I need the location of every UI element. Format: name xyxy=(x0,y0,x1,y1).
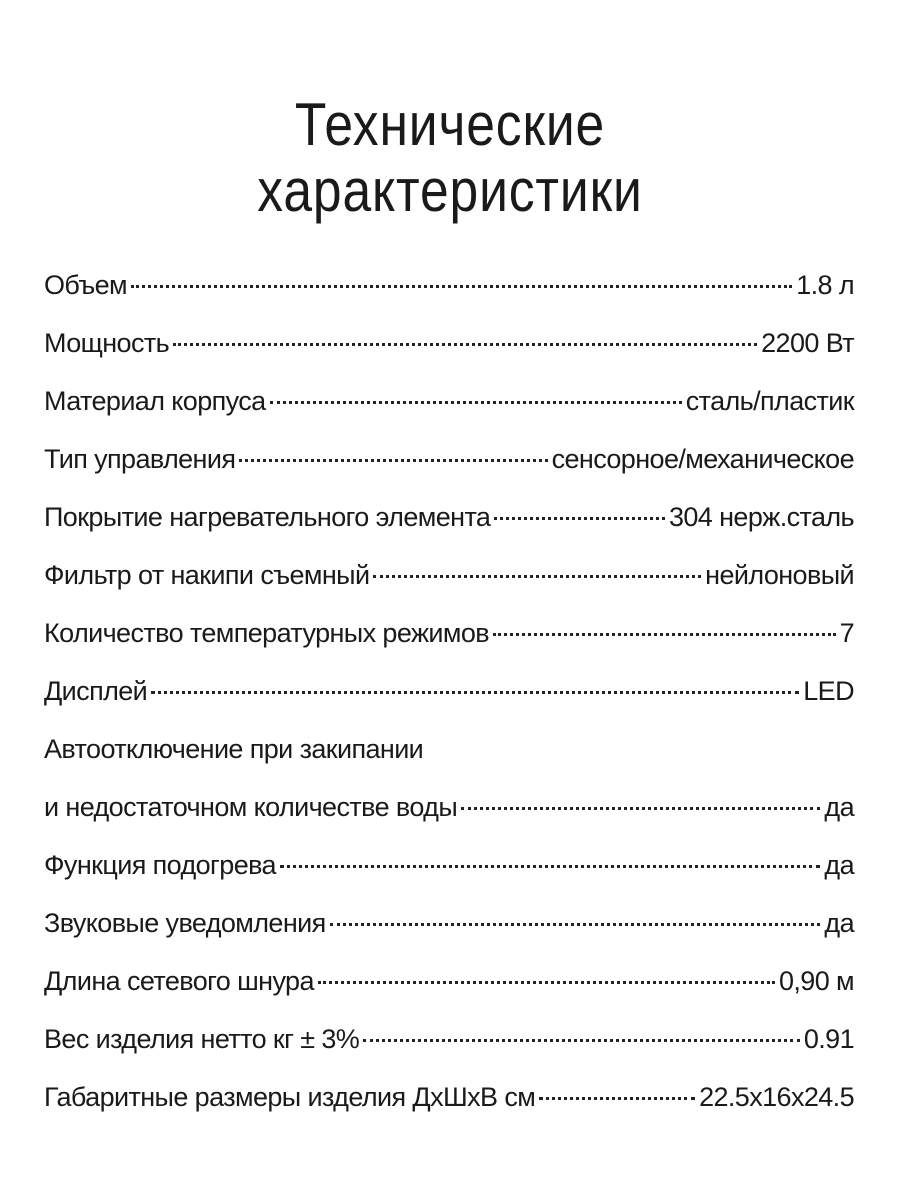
dot-leader xyxy=(363,1039,800,1042)
dot-leader xyxy=(373,575,701,578)
spec-value: да xyxy=(824,792,854,822)
spec-value: сенсорное/механическое xyxy=(551,444,854,474)
spec-label: Объем xyxy=(44,270,128,300)
spec-value: 1.8 л xyxy=(796,270,854,300)
spec-label: Габаритные размеры изделия ДхШхВ см xyxy=(44,1082,536,1112)
dot-leader xyxy=(280,865,820,868)
page-title xyxy=(63,92,837,224)
spec-row-dimensions xyxy=(44,1068,854,1126)
spec-row-sound-notifications xyxy=(44,894,854,952)
spec-label: и недостаточном количестве воды xyxy=(44,792,458,822)
dot-leader xyxy=(270,401,682,404)
spec-label: Количество температурных режимов xyxy=(44,618,490,648)
dot-leader xyxy=(173,343,757,346)
spec-label: Звуковые уведомления xyxy=(44,908,326,938)
spec-value: да xyxy=(824,850,854,880)
spec-value: 0.91 xyxy=(803,1024,854,1054)
spec-row-auto-off-line-2 xyxy=(44,778,854,836)
page-title-line-2: характеристики xyxy=(257,157,643,225)
spec-row-limescale-filter xyxy=(44,546,854,604)
spec-label: Фильтр от накипи съемный xyxy=(44,560,370,590)
dot-leader xyxy=(318,981,775,984)
spec-row-display xyxy=(44,662,854,720)
spec-row-heating-element xyxy=(44,488,854,546)
spec-value: 7 xyxy=(839,618,854,648)
spec-list xyxy=(44,256,854,1126)
spec-label: Тип управления xyxy=(44,444,236,474)
spec-row-body-material xyxy=(44,372,854,430)
spec-value: 0,90 м xyxy=(778,966,854,996)
dot-leader xyxy=(239,459,547,462)
spec-row-auto-off-line-1 xyxy=(44,720,854,778)
page-title-line-1: Технические xyxy=(294,91,606,159)
spec-value: 2200 Вт xyxy=(761,328,854,358)
dot-leader xyxy=(151,691,799,694)
spec-label: Мощность xyxy=(44,328,170,358)
spec-label: Вес изделия нетто кг ± 3% xyxy=(44,1024,360,1054)
spec-label: Покрытие нагревательного элемента xyxy=(44,502,491,532)
dot-leader xyxy=(494,517,665,520)
spec-row-temperature-modes xyxy=(44,604,854,662)
spec-value: LED xyxy=(803,676,854,706)
spec-label: Функция подогрева xyxy=(44,850,276,880)
spec-value: 304 нерж.сталь xyxy=(668,502,854,532)
spec-row-cord-length xyxy=(44,952,854,1010)
spec-row-volume xyxy=(44,256,854,314)
spec-label: Дисплей xyxy=(44,676,148,706)
spec-label: Длина сетевого шнура xyxy=(44,966,314,996)
spec-value: сталь/пластик xyxy=(685,386,854,416)
spec-label: Автоотключение при закипании xyxy=(44,734,424,764)
dot-leader xyxy=(493,633,836,636)
dot-leader xyxy=(539,1097,695,1100)
dot-leader xyxy=(131,285,792,288)
dot-leader xyxy=(461,807,820,810)
dot-leader xyxy=(330,923,821,926)
spec-value: 22.5x16x24.5 xyxy=(699,1082,854,1112)
spec-value: нейлоновый xyxy=(705,560,854,590)
spec-row-control-type xyxy=(44,430,854,488)
spec-label: Материал корпуса xyxy=(44,386,266,416)
spec-row-power xyxy=(44,314,854,372)
spec-row-net-weight xyxy=(44,1010,854,1068)
spec-value: да xyxy=(824,908,854,938)
spec-row-keep-warm xyxy=(44,836,854,894)
